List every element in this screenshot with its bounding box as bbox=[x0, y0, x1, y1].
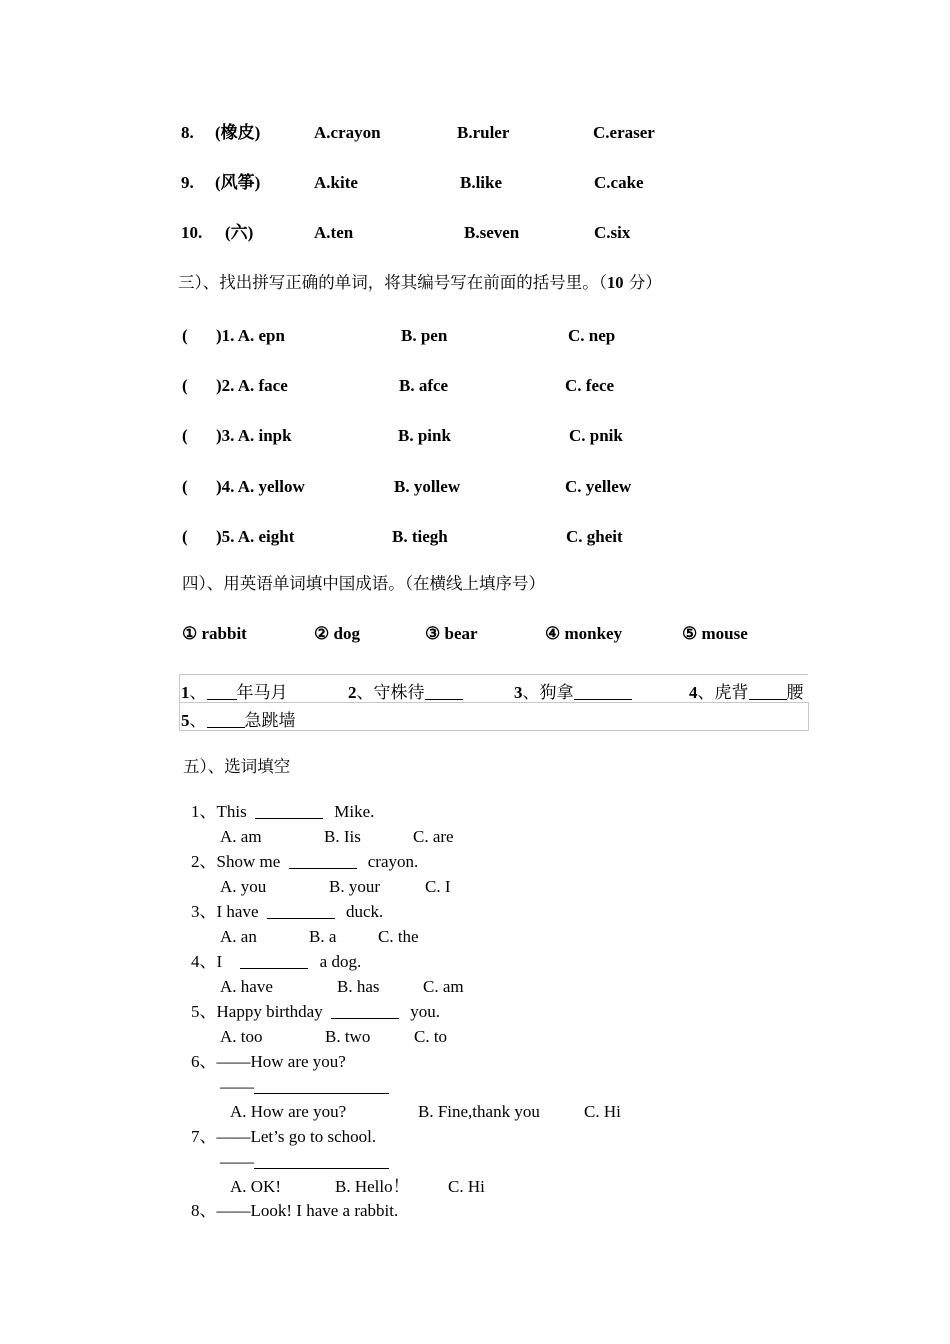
heading-text: 三）、找出拼写正确的单词，将其编号写在前面的括号里。（ bbox=[178, 273, 607, 292]
question-text: 4、I bbox=[191, 952, 223, 971]
heading-text-end: 分） bbox=[623, 273, 662, 292]
option-a: A. an bbox=[220, 927, 257, 946]
option-b: B. Hello！ bbox=[335, 1177, 410, 1196]
word-bank-item: ④ monkey bbox=[545, 624, 623, 643]
idiom-separator: 、 bbox=[189, 711, 207, 730]
heading-score: 10 bbox=[607, 273, 624, 292]
question-text: 2、Show me bbox=[191, 852, 281, 871]
idiom-text: 虎背 bbox=[714, 683, 749, 702]
idiom-4 bbox=[689, 678, 804, 703]
option-c: C. are bbox=[413, 827, 454, 846]
option-b: B.seven bbox=[464, 223, 520, 242]
answer-blank[interactable] bbox=[254, 1077, 389, 1094]
idiom-text: 守株待 bbox=[373, 683, 425, 702]
idiom-row bbox=[180, 703, 809, 731]
option-b: B. two bbox=[325, 1027, 371, 1046]
option-a: A. too bbox=[220, 1027, 263, 1046]
question-3 bbox=[191, 902, 383, 922]
idiom-number: 1 bbox=[181, 683, 190, 702]
question-text-end: crayon. bbox=[367, 852, 419, 871]
idiom-3 bbox=[514, 678, 632, 703]
option-c: C. the bbox=[378, 927, 419, 946]
word-bank-item: ② dog bbox=[314, 624, 360, 643]
item-number: 10. bbox=[181, 223, 203, 242]
option-b: B. afce bbox=[399, 376, 449, 395]
item-label: )3. A. inpk bbox=[216, 426, 292, 445]
item-hint: (六) bbox=[225, 223, 254, 242]
option-b: B.like bbox=[460, 173, 503, 192]
answer-blank[interactable] bbox=[267, 902, 335, 919]
section3-heading bbox=[178, 273, 662, 293]
idiom-5 bbox=[181, 706, 296, 731]
idiom-number: 4 bbox=[689, 683, 698, 702]
option-b: B.ruler bbox=[457, 123, 510, 142]
option-b: B. tiegh bbox=[392, 527, 448, 546]
answer-blank[interactable] bbox=[289, 852, 357, 869]
idiom-row bbox=[180, 675, 809, 703]
item-label: )2. A. face bbox=[216, 376, 288, 395]
answer-bracket[interactable]: ( bbox=[182, 477, 188, 496]
idiom-number: 5 bbox=[181, 711, 190, 730]
option-a: A.crayon bbox=[314, 123, 381, 142]
question-text: 1、This bbox=[191, 802, 247, 821]
answer-blank[interactable] bbox=[254, 1152, 389, 1169]
idiom-cell bbox=[180, 703, 809, 731]
question-7: 7、——Let’s go to school. bbox=[191, 1127, 377, 1146]
answer-blank[interactable] bbox=[331, 1002, 399, 1019]
item-label: )4. A. yellow bbox=[216, 477, 305, 496]
idiom-separator: 、 bbox=[522, 683, 540, 702]
idiom-blank[interactable] bbox=[207, 712, 245, 728]
option-c: C. pnik bbox=[569, 426, 623, 445]
idiom-blank[interactable] bbox=[425, 684, 463, 700]
answer-bracket[interactable]: ( bbox=[182, 527, 188, 546]
idiom-text-end: 腰 bbox=[786, 683, 804, 702]
question-6-response bbox=[220, 1077, 389, 1097]
option-a: A.kite bbox=[314, 173, 358, 192]
option-b: B. Fine,thank you bbox=[418, 1102, 540, 1121]
item-label: )5. A. eight bbox=[216, 527, 295, 546]
question-5 bbox=[191, 1002, 440, 1022]
question-8: 8、——Look! I have a rabbit. bbox=[191, 1201, 399, 1220]
item-number: 8. bbox=[181, 123, 194, 142]
idiom-text: 狗拿 bbox=[539, 683, 574, 702]
option-b: B. your bbox=[329, 877, 380, 896]
option-b: B. pen bbox=[401, 326, 448, 345]
idiom-text: 年马月 bbox=[236, 683, 288, 702]
question-4 bbox=[191, 952, 361, 972]
option-b: B. has bbox=[337, 977, 380, 996]
idiom-number: 2 bbox=[348, 683, 357, 702]
question-text: 5、Happy birthday bbox=[191, 1002, 323, 1021]
option-b: B. yollew bbox=[394, 477, 461, 496]
option-a: A. have bbox=[220, 977, 273, 996]
idiom-blank[interactable] bbox=[749, 684, 787, 700]
idiom-2 bbox=[348, 678, 463, 703]
item-label: )1. A. epn bbox=[216, 326, 285, 345]
option-c: C. fece bbox=[565, 376, 615, 395]
option-b: B. Iis bbox=[324, 827, 361, 846]
answer-bracket[interactable]: ( bbox=[182, 326, 188, 345]
option-a: A. you bbox=[220, 877, 267, 896]
idiom-table bbox=[179, 674, 809, 731]
item-hint: (橡皮) bbox=[215, 123, 261, 142]
option-a: A. OK! bbox=[230, 1177, 281, 1196]
word-bank-item: ③ bear bbox=[425, 624, 478, 643]
question-text-end: duck. bbox=[346, 902, 384, 921]
question-text-end: a dog. bbox=[319, 952, 362, 971]
response-dash: —— bbox=[220, 1077, 254, 1096]
idiom-1 bbox=[181, 678, 288, 703]
option-a: A. am bbox=[220, 827, 262, 846]
idiom-separator: 、 bbox=[697, 683, 715, 702]
option-c: C.six bbox=[594, 223, 631, 242]
option-c: C. am bbox=[423, 977, 464, 996]
question-1 bbox=[191, 802, 374, 822]
answer-blank[interactable] bbox=[240, 952, 308, 969]
option-a: A.ten bbox=[314, 223, 354, 242]
word-bank-item: ⑤ mouse bbox=[682, 624, 748, 643]
idiom-number: 3 bbox=[514, 683, 523, 702]
option-c: C. to bbox=[414, 1027, 448, 1046]
response-dash: —— bbox=[220, 1152, 254, 1171]
answer-bracket[interactable]: ( bbox=[182, 376, 188, 395]
section4-heading: 四）、用英语单词填中国成语。（在横线上填序号） bbox=[182, 574, 545, 593]
section5-heading: 五）、选词填空 bbox=[183, 757, 291, 776]
option-c: C. I bbox=[425, 877, 451, 896]
word-bank-item: ① rabbit bbox=[182, 624, 247, 643]
idiom-text: 急跳墙 bbox=[244, 711, 296, 730]
option-c: C.eraser bbox=[593, 123, 655, 142]
answer-bracket[interactable]: ( bbox=[182, 426, 188, 445]
question-text-end: you. bbox=[410, 1002, 440, 1021]
question-6: 6、——How are you? bbox=[191, 1052, 346, 1071]
option-c: C. Hi bbox=[448, 1177, 485, 1196]
question-7-response bbox=[220, 1152, 389, 1172]
item-hint: (风筝) bbox=[215, 173, 261, 192]
option-c: C.cake bbox=[594, 173, 644, 192]
answer-blank[interactable] bbox=[255, 802, 323, 819]
question-text-end: Mike. bbox=[334, 802, 375, 821]
question-2 bbox=[191, 852, 418, 872]
item-number: 9. bbox=[181, 173, 194, 192]
option-c: C. yellew bbox=[565, 477, 632, 496]
idiom-separator: 、 bbox=[189, 683, 207, 702]
idiom-blank[interactable] bbox=[574, 684, 632, 700]
question-text: 3、I have bbox=[191, 902, 259, 921]
idiom-cell bbox=[180, 675, 809, 703]
idiom-separator: 、 bbox=[356, 683, 374, 702]
idiom-blank[interactable] bbox=[207, 684, 237, 700]
option-a: A. How are you? bbox=[230, 1102, 347, 1121]
option-b: B. a bbox=[309, 927, 337, 946]
option-c: C. nep bbox=[568, 326, 616, 345]
option-c: C. gheit bbox=[566, 527, 623, 546]
option-c: C. Hi bbox=[584, 1102, 621, 1121]
option-b: B. pink bbox=[398, 426, 451, 445]
